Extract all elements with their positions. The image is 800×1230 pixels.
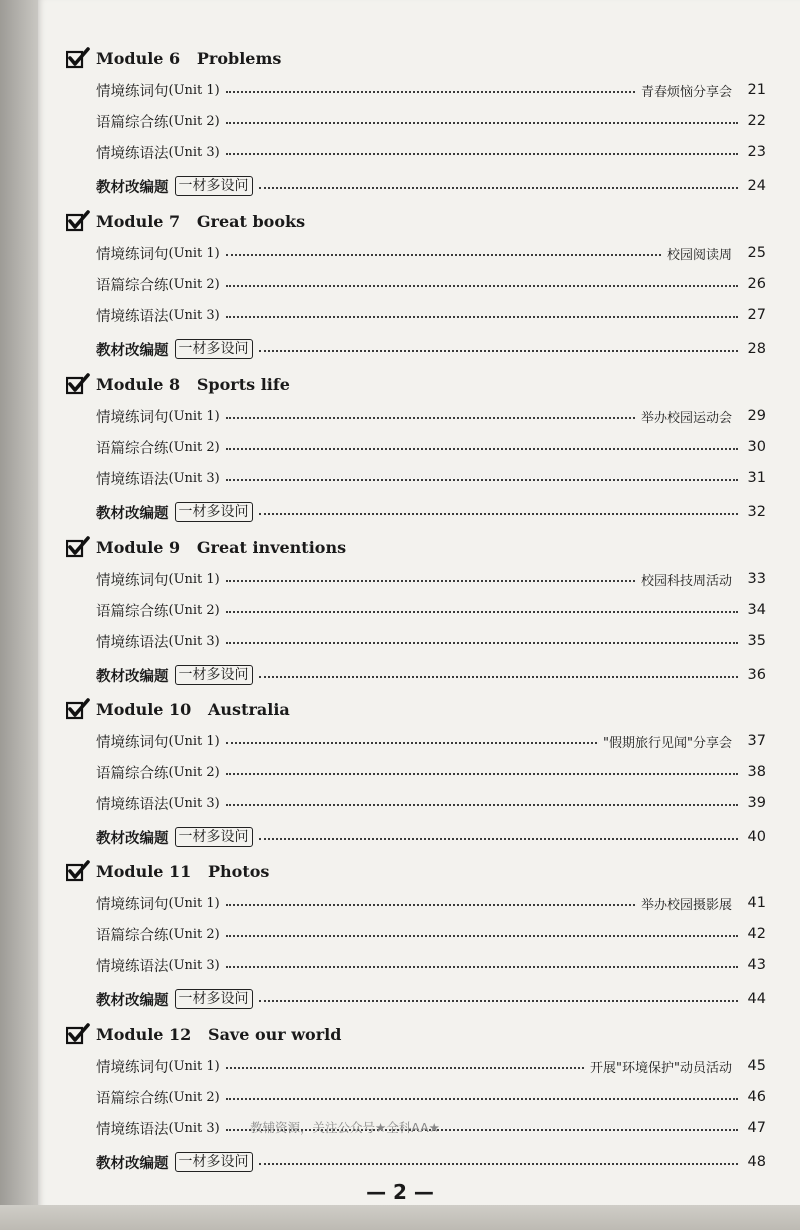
entry-theme: "假期旅行见闻"分享会: [603, 735, 732, 751]
entry-label: 教材改编题: [96, 668, 169, 685]
entry-page-number: 26: [747, 276, 766, 292]
dot-leader: [226, 966, 738, 968]
entry-label: 情境练词句: [96, 572, 169, 589]
entry-page-number: 35: [747, 633, 766, 649]
entry-label: 语篇综合练: [96, 277, 169, 294]
toc-entry[interactable]: [96, 1054, 766, 1078]
toc-entry[interactable]: [96, 953, 766, 977]
entry-theme: 举办校园运动会: [640, 410, 732, 426]
entry-label: 情境练语法: [96, 308, 169, 325]
toc-entry[interactable]: [96, 272, 766, 296]
entry-theme: 开展"环境保护"动员活动: [590, 1060, 732, 1076]
entry-page-number: 32: [747, 504, 766, 520]
toc-entry[interactable]: [96, 174, 766, 198]
entry-page-number: 22: [747, 113, 766, 129]
toc-module: [66, 370, 766, 532]
toc-entry[interactable]: [96, 1150, 766, 1174]
dot-leader: [226, 479, 738, 481]
entry-theme: 举办校园摄影展: [640, 897, 732, 913]
entry-tag: 一材多设问: [175, 176, 253, 196]
entry-unit: (Unit 2): [168, 764, 220, 780]
dot-leader: [226, 153, 738, 155]
entry-unit: (Unit 1): [168, 571, 220, 587]
entry-unit: (Unit 1): [168, 245, 220, 261]
entry-page-number: 29: [747, 408, 766, 424]
checkbox-checked-icon: [66, 698, 90, 720]
dot-leader: [226, 611, 738, 613]
entry-unit: (Unit 3): [168, 144, 220, 160]
entry-label: 教材改编题: [96, 179, 169, 196]
entry-unit: (Unit 1): [168, 895, 220, 911]
entry-label: 语篇综合练: [96, 927, 169, 944]
entry-page-number: 37: [747, 733, 766, 749]
entry-unit: (Unit 3): [168, 633, 220, 649]
entry-label: 情境练词句: [96, 734, 169, 751]
entry-unit: (Unit 3): [168, 307, 220, 323]
dot-leader: [226, 935, 738, 937]
toc-entry[interactable]: [96, 760, 766, 784]
entry-unit: (Unit 1): [168, 733, 220, 749]
entry-label: 教材改编题: [96, 505, 169, 522]
entry-label: 教材改编题: [96, 1155, 169, 1172]
dot-leader: [226, 642, 738, 644]
module-title: Module 7 Great books: [96, 211, 306, 231]
entry-tag: 一材多设问: [175, 665, 253, 685]
toc-entry[interactable]: [96, 337, 766, 361]
entry-label: 情境练词句: [96, 1059, 169, 1076]
page-bottom-edge: [0, 1205, 800, 1230]
dot-leader: [226, 285, 738, 287]
entry-label: 情境练语法: [96, 634, 169, 651]
module-heading[interactable]: [66, 857, 269, 885]
entry-unit: (Unit 3): [168, 957, 220, 973]
dot-leader: [226, 1067, 584, 1069]
entry-label: 语篇综合练: [96, 1090, 169, 1107]
entry-tag: 一材多设问: [175, 1152, 253, 1172]
dot-leader: [226, 804, 738, 806]
entry-theme: 青春烦恼分享会: [640, 84, 732, 100]
entry-label: 情境练语法: [96, 796, 169, 813]
entry-unit: (Unit 1): [168, 82, 220, 98]
checkbox-checked-icon: [66, 536, 90, 558]
entry-tag: 一材多设问: [175, 989, 253, 1009]
module-title: Module 9 Great inventions: [96, 537, 347, 557]
entry-label: 情境练词句: [96, 409, 169, 426]
entry-page-number: 38: [747, 764, 766, 780]
toc-module: [66, 533, 766, 695]
dot-leader: [259, 187, 739, 189]
entry-tag: 一材多设问: [175, 502, 253, 522]
dot-leader: [226, 122, 738, 124]
toc-module: [66, 207, 766, 369]
entry-page-number: 34: [747, 602, 766, 618]
entry-label: 情境练语法: [96, 958, 169, 975]
entry-unit: (Unit 3): [168, 795, 220, 811]
entry-label: 语篇综合练: [96, 603, 169, 620]
entry-page-number: 33: [747, 571, 766, 587]
toc-entry[interactable]: [96, 140, 766, 164]
toc-entry[interactable]: [96, 404, 766, 428]
entry-label: 语篇综合练: [96, 440, 169, 457]
toc-entry[interactable]: [96, 241, 766, 265]
entry-page-number: 36: [747, 667, 766, 683]
page-gutter: [0, 0, 38, 1210]
entry-tag: 一材多设问: [175, 339, 253, 359]
module-title: Module 12 Save our world: [96, 1024, 342, 1044]
entry-label: 情境练语法: [96, 1121, 169, 1138]
dot-leader: [226, 580, 635, 582]
toc-entry[interactable]: [96, 629, 766, 653]
entry-page-number: 27: [747, 307, 766, 323]
module-heading[interactable]: [66, 533, 346, 561]
entry-unit: (Unit 1): [168, 1058, 220, 1074]
entry-page-number: 25: [747, 245, 766, 261]
toc-module: [66, 695, 766, 857]
module-title: Module 11 Photos: [96, 861, 270, 881]
entry-unit: (Unit 3): [168, 470, 220, 486]
entry-label: 情境练词句: [96, 246, 169, 263]
entry-page-number: 39: [747, 795, 766, 811]
entry-label: 语篇综合练: [96, 114, 169, 131]
entry-tag: 一材多设问: [175, 827, 253, 847]
dot-leader: [259, 350, 739, 352]
entry-label: 语篇综合练: [96, 765, 169, 782]
module-title: Module 6 Problems: [96, 48, 282, 68]
entry-page-number: 44: [747, 991, 766, 1007]
dot-leader: [259, 1000, 739, 1002]
toc-entry[interactable]: [96, 1085, 766, 1109]
dot-leader: [259, 1163, 739, 1165]
toc-entry[interactable]: [96, 303, 766, 327]
checkbox-checked-icon: [66, 1023, 90, 1045]
entry-label: 情境练词句: [96, 83, 169, 100]
module-heading[interactable]: [66, 44, 281, 72]
module-title: Module 10 Australia: [96, 699, 290, 719]
entry-page-number: 40: [747, 829, 766, 845]
entry-page-number: 24: [747, 178, 766, 194]
entry-label: 教材改编题: [96, 342, 169, 359]
module-heading[interactable]: [66, 370, 290, 398]
toc-entry[interactable]: [96, 891, 766, 915]
entry-unit: (Unit 2): [168, 439, 220, 455]
entry-label: 情境练语法: [96, 145, 169, 162]
dot-leader: [226, 448, 738, 450]
entry-unit: (Unit 3): [168, 1120, 220, 1136]
entry-unit: (Unit 2): [168, 1089, 220, 1105]
entry-unit: (Unit 2): [168, 602, 220, 618]
toc-entry[interactable]: [96, 567, 766, 591]
toc-entry[interactable]: [96, 825, 766, 849]
entry-page-number: 48: [747, 1154, 766, 1170]
entry-page-number: 43: [747, 957, 766, 973]
toc-entry[interactable]: [96, 663, 766, 687]
dot-leader: [259, 676, 739, 678]
toc-entry[interactable]: [96, 78, 766, 102]
toc-entry[interactable]: [96, 435, 766, 459]
entry-unit: (Unit 2): [168, 276, 220, 292]
module-title: Module 8 Sports life: [96, 374, 290, 394]
module-heading[interactable]: [66, 1020, 341, 1048]
dot-leader: [259, 513, 739, 515]
checkbox-checked-icon: [66, 860, 90, 882]
entry-unit: (Unit 1): [168, 408, 220, 424]
dot-leader: [226, 904, 635, 906]
dot-leader: [226, 742, 597, 744]
toc-module: [66, 1020, 766, 1182]
entry-page-number: 31: [747, 470, 766, 486]
entry-unit: (Unit 2): [168, 113, 220, 129]
toc-entry[interactable]: [96, 729, 766, 753]
dot-leader: [226, 1098, 738, 1100]
entry-page-number: 23: [747, 144, 766, 160]
page-number: — 2 —: [366, 1180, 434, 1204]
dot-leader: [259, 838, 739, 840]
dot-leader: [226, 254, 661, 256]
toc-entry[interactable]: [96, 109, 766, 133]
toc-entry[interactable]: [96, 500, 766, 524]
module-heading[interactable]: [66, 695, 290, 723]
toc-module: [66, 44, 766, 206]
entry-page-number: 28: [747, 341, 766, 357]
entry-page-number: 30: [747, 439, 766, 455]
entry-page-number: 41: [747, 895, 766, 911]
toc-entry[interactable]: [96, 598, 766, 622]
entry-label: 情境练词句: [96, 896, 169, 913]
module-heading[interactable]: [66, 207, 305, 235]
watermark: 教辅资源，关注公众号★全科AA★: [250, 1120, 440, 1135]
toc-entry[interactable]: [96, 791, 766, 815]
entry-theme: 校园阅读周: [666, 247, 732, 263]
toc-entry[interactable]: [96, 466, 766, 490]
dot-leader: [226, 91, 635, 93]
entry-label: 情境练语法: [96, 471, 169, 488]
entry-page-number: 47: [747, 1120, 766, 1136]
checkbox-checked-icon: [66, 373, 90, 395]
entry-page-number: 21: [747, 82, 766, 98]
entry-page-number: 46: [747, 1089, 766, 1105]
entry-label: 教材改编题: [96, 830, 169, 847]
entry-theme: 校园科技周活动: [640, 573, 732, 589]
entry-label: 教材改编题: [96, 992, 169, 1009]
entry-page-number: 42: [747, 926, 766, 942]
toc-module: [66, 857, 766, 1019]
toc-entry[interactable]: [96, 922, 766, 946]
toc-entry[interactable]: [96, 987, 766, 1011]
checkbox-checked-icon: [66, 47, 90, 69]
dot-leader: [226, 417, 635, 419]
entry-unit: (Unit 2): [168, 926, 220, 942]
entry-page-number: 45: [747, 1058, 766, 1074]
dot-leader: [226, 773, 738, 775]
checkbox-checked-icon: [66, 210, 90, 232]
dot-leader: [226, 316, 738, 318]
